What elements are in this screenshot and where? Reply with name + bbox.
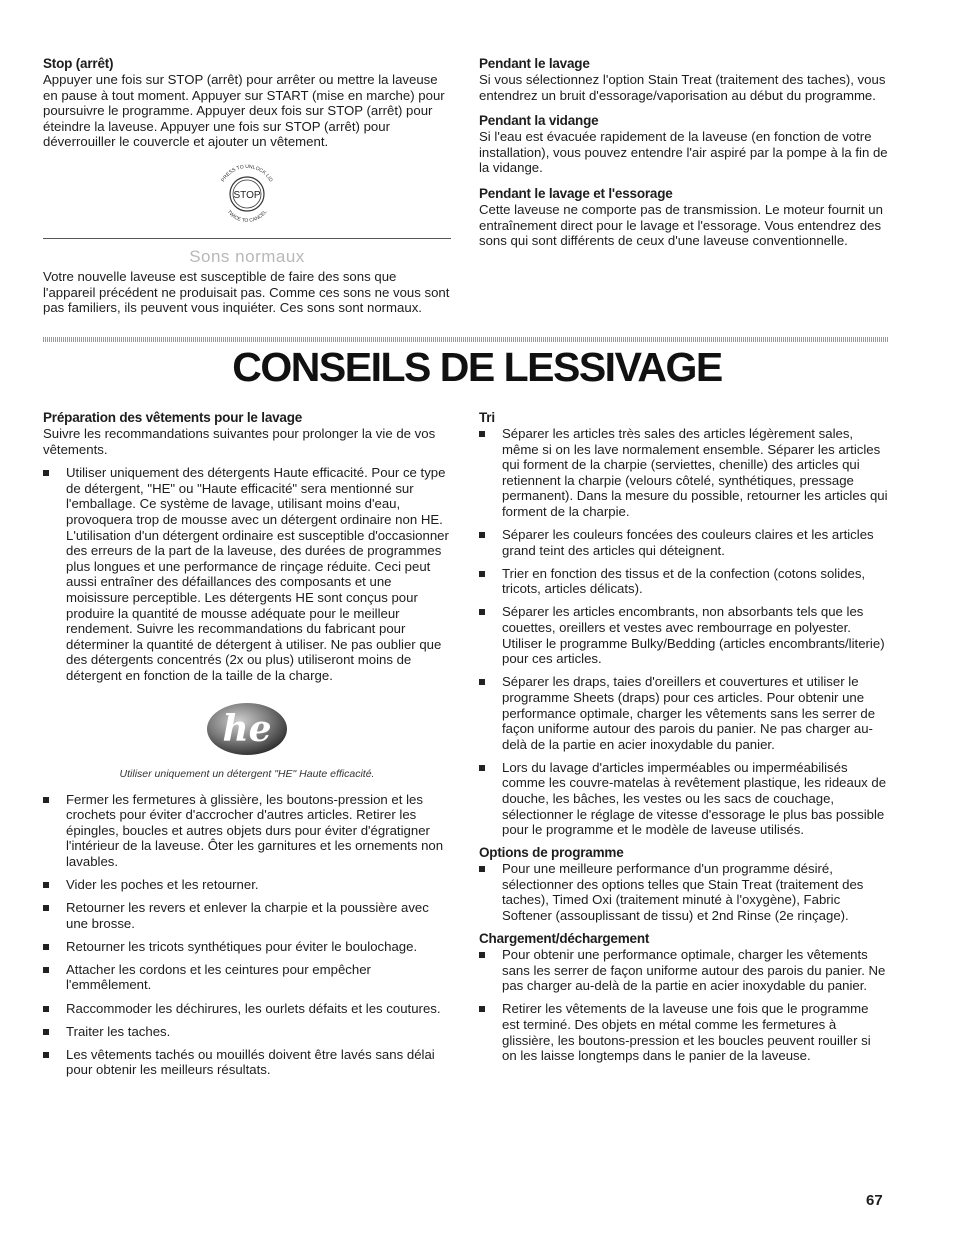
list-item: Les vêtements tachés ou mouillés doivent être lavés sans délai pour obtenir les meilleurs résultats. — [43, 1047, 451, 1078]
list-item: Fermer les fermetures à glissière, les boutons-pression et les crochets pour éviter d'accrocher d'autres articles. Retirer les épingles, boucles et autres objets durs pour éviter d'égratigner l'intérieur de la laveuse. Ôter les garnitures et les ornements non lavables. — [43, 792, 451, 870]
he-logo-text: he — [222, 707, 272, 750]
sorting-section — [479, 410, 889, 1071]
page-number: 67 — [866, 1192, 883, 1209]
list-item: Pour une meilleure performance d'un programme désiré, sélectionner des options telles que Stain Treat (traitement des taches), Timed Oxi (traitement minuté à l'oxygène), Fabric Softener (assouplissant de tissu) et 2nd Rinse (2e rinçage). — [479, 861, 889, 923]
list-item: Trier en fonction des tissus et de la confection (cotons solides, tricots, articles délicats). — [479, 566, 889, 597]
stop-arc-bottom: TWICE TO CANCEL — [225, 209, 269, 225]
he-logo — [43, 698, 451, 760]
lavage-body: Si vous sélectionnez l'option Stain Treat (traitement des taches), vous entendrez un bruit d'essorage/vaporisation au début du programme. — [479, 72, 886, 103]
list-item: Séparer les draps, taies d'oreillers et couvertures et utiliser le programme Sheets (draps) pour ces articles. Pour obtenir une performance optimale, charger les vêtements sans les serrer de façon uniforme autour des parois du panier. Ne pas charger au-delà de la partie en acier inoxydable du panier. — [479, 674, 889, 752]
tri-heading: Tri — [479, 410, 495, 425]
list-item: Séparer les articles encombrants, non absorbants tels que les couettes, oreillers et vestes avec rembourrage en polyester. Utiliser le programme Bulky/Bedding (articles encombrants/literie) pour ces articles. — [479, 604, 889, 666]
tri-list — [479, 426, 889, 838]
list-item: Séparer les couleurs foncées des couleurs claires et les articles grand teint des articles qui déteignent. — [479, 527, 889, 558]
list-item: Vider les poches et les retourner. — [43, 877, 451, 893]
vidange-heading: Pendant la vidange — [479, 113, 599, 129]
stop-arc-top: PRESS TO UNLOCK LID — [220, 163, 274, 184]
list-item: Lors du lavage d'articles imperméables ou imperméabilisés comme les couvre-matelas à revêtement plastique, les rideaux de douche, les bâches, les vestes ou les sacs de couchage, sélectionner le réglage de vitesse d'essorage le plus bas possible pour le programme et le modèle de laveuse utilisés. — [479, 760, 889, 838]
stop-button-icon — [211, 158, 283, 230]
vidange-body: Si l'eau est évacuée rapidement de la laveuse (en fonction de votre installation), vous pouvez entendre l'air aspiré par la pompe à la fin de la vidange. — [479, 129, 888, 176]
list-item: Raccommoder les déchirures, les ourlets défaits et les coutures. — [43, 1001, 451, 1017]
list-item: Retourner les tricots synthétiques pour éviter le boulochage. — [43, 939, 451, 955]
hatched-rule — [43, 337, 889, 342]
sounds-details — [479, 56, 889, 249]
chargement-heading: Chargement/déchargement — [479, 931, 650, 947]
he-caption: Utiliser uniquement un détergent "HE" Haute efficacité. — [119, 767, 375, 780]
sons-heading: Sons normaux — [189, 246, 305, 266]
stop-button-illustration — [43, 158, 451, 230]
list-item: Retourner les revers et enlever la charpie et la poussière avec une brosse. — [43, 900, 451, 931]
preparation-intro: Suivre les recommandations suivantes pour prolonger la vie de vos vêtements. — [43, 426, 436, 457]
essorage-heading: Pendant le lavage et l'essorage — [479, 185, 673, 201]
options-list — [479, 861, 889, 923]
chargement-list — [479, 947, 889, 1064]
he-logo-icon — [201, 698, 293, 760]
stop-heading: Stop (arrêt) — [43, 56, 114, 71]
stop-body: Appuyer une fois sur STOP (arrêt) pour arrêter ou mettre la laveuse en pause à tout moment. Appuyer sur START (mise en marche) pour poursuivre le programme. Appuyer deux fois sur STOP (arrêt) pour éteindre la laveuse. Appuyer une fois sur STOP (arrêt) pour déverrouiller le couvercle et ajouter un vêtement. — [43, 72, 445, 150]
list-item: Attacher les cordons et les ceintures pour empêcher l'emmêlement. — [43, 962, 451, 993]
preparation-section — [43, 410, 451, 1085]
preparation-list — [43, 792, 451, 1078]
list-item: Pour obtenir une performance optimale, charger les vêtements sans les serrer de façon uniforme autour des parois du panier. Ne pas charger au-delà de la partie en acier inoxydable du panier. — [479, 947, 889, 994]
stop-button-label: STOP — [233, 189, 261, 201]
lavage-heading: Pendant le lavage — [479, 56, 590, 71]
list-item: Utiliser uniquement des détergents Haute efficacité. Pour ce type de détergent, "HE" ou "Haute efficacité" sera mentionné sur l'emballage. Ce système de lavage, utilisant moins d'eau, provoquera trop de mousse avec un détergent ordinaire non HE. L'utilisation d'un détergent ordinaire est susceptible d'occasionner des erreurs de la part de la laveuse, des durées de programmes plus longues et une performance de rinçage réduite. Ceci peut aussi entraîner des défaillances des composants et une moisissure perceptible. Les détergents HE sont conçus pour produire la quantité de mousse adéquate pour le meilleur rendement. Suivre les recommandations du fabricant pour déterminer la quantité de détergent à utiliser. Ne pas oublier que des détergents concentrés (2x ou plus) utiliseront moins de détergent en fonction de la taille de la charge. — [43, 465, 451, 683]
page-title: CONSEILS DE LESSIVAGE — [232, 344, 722, 390]
options-heading: Options de programme — [479, 845, 624, 861]
section-divider — [43, 238, 451, 239]
preparation-heading: Préparation des vêtements pour le lavage — [43, 410, 303, 425]
list-item: Retirer les vêtements de la laveuse une fois que le programme est terminé. Des objets en métal comme les fermetures à glissière, les boutons-pression et les boucles peuvent rouiller si on les laisse longtemps dans le panier de la laveuse. — [479, 1001, 889, 1063]
stop-section — [43, 56, 451, 316]
list-item: Séparer les articles très sales des articles légèrement sales, même si on les lave normalement ensemble. Séparer les articles qui forment de la charpie (serviettes, chenille) des articles qui retiennent la charpie (velours côtelé, synthétiques, pressage permanent). Dans la mesure du possible, retourner les articles qui forment de la charpie. — [479, 426, 889, 520]
sons-body: Votre nouvelle laveuse est susceptible de faire des sons que l'appareil précédent ne produisait pas. Comme ces sons ne vous sont pas familiers, ils peuvent vous inquiéter. Ces sons sont normaux. — [43, 268, 450, 316]
preparation-first-list — [43, 465, 451, 683]
list-item: Traiter les taches. — [43, 1024, 451, 1040]
essorage-body: Cette laveuse ne comporte pas de transmission. Le moteur fournit un entraînement direct pour le lavage et l'essorage. Vous entendrez des sons qui sont différents de ceux d'une laveuse conventionnelle. — [479, 201, 883, 249]
